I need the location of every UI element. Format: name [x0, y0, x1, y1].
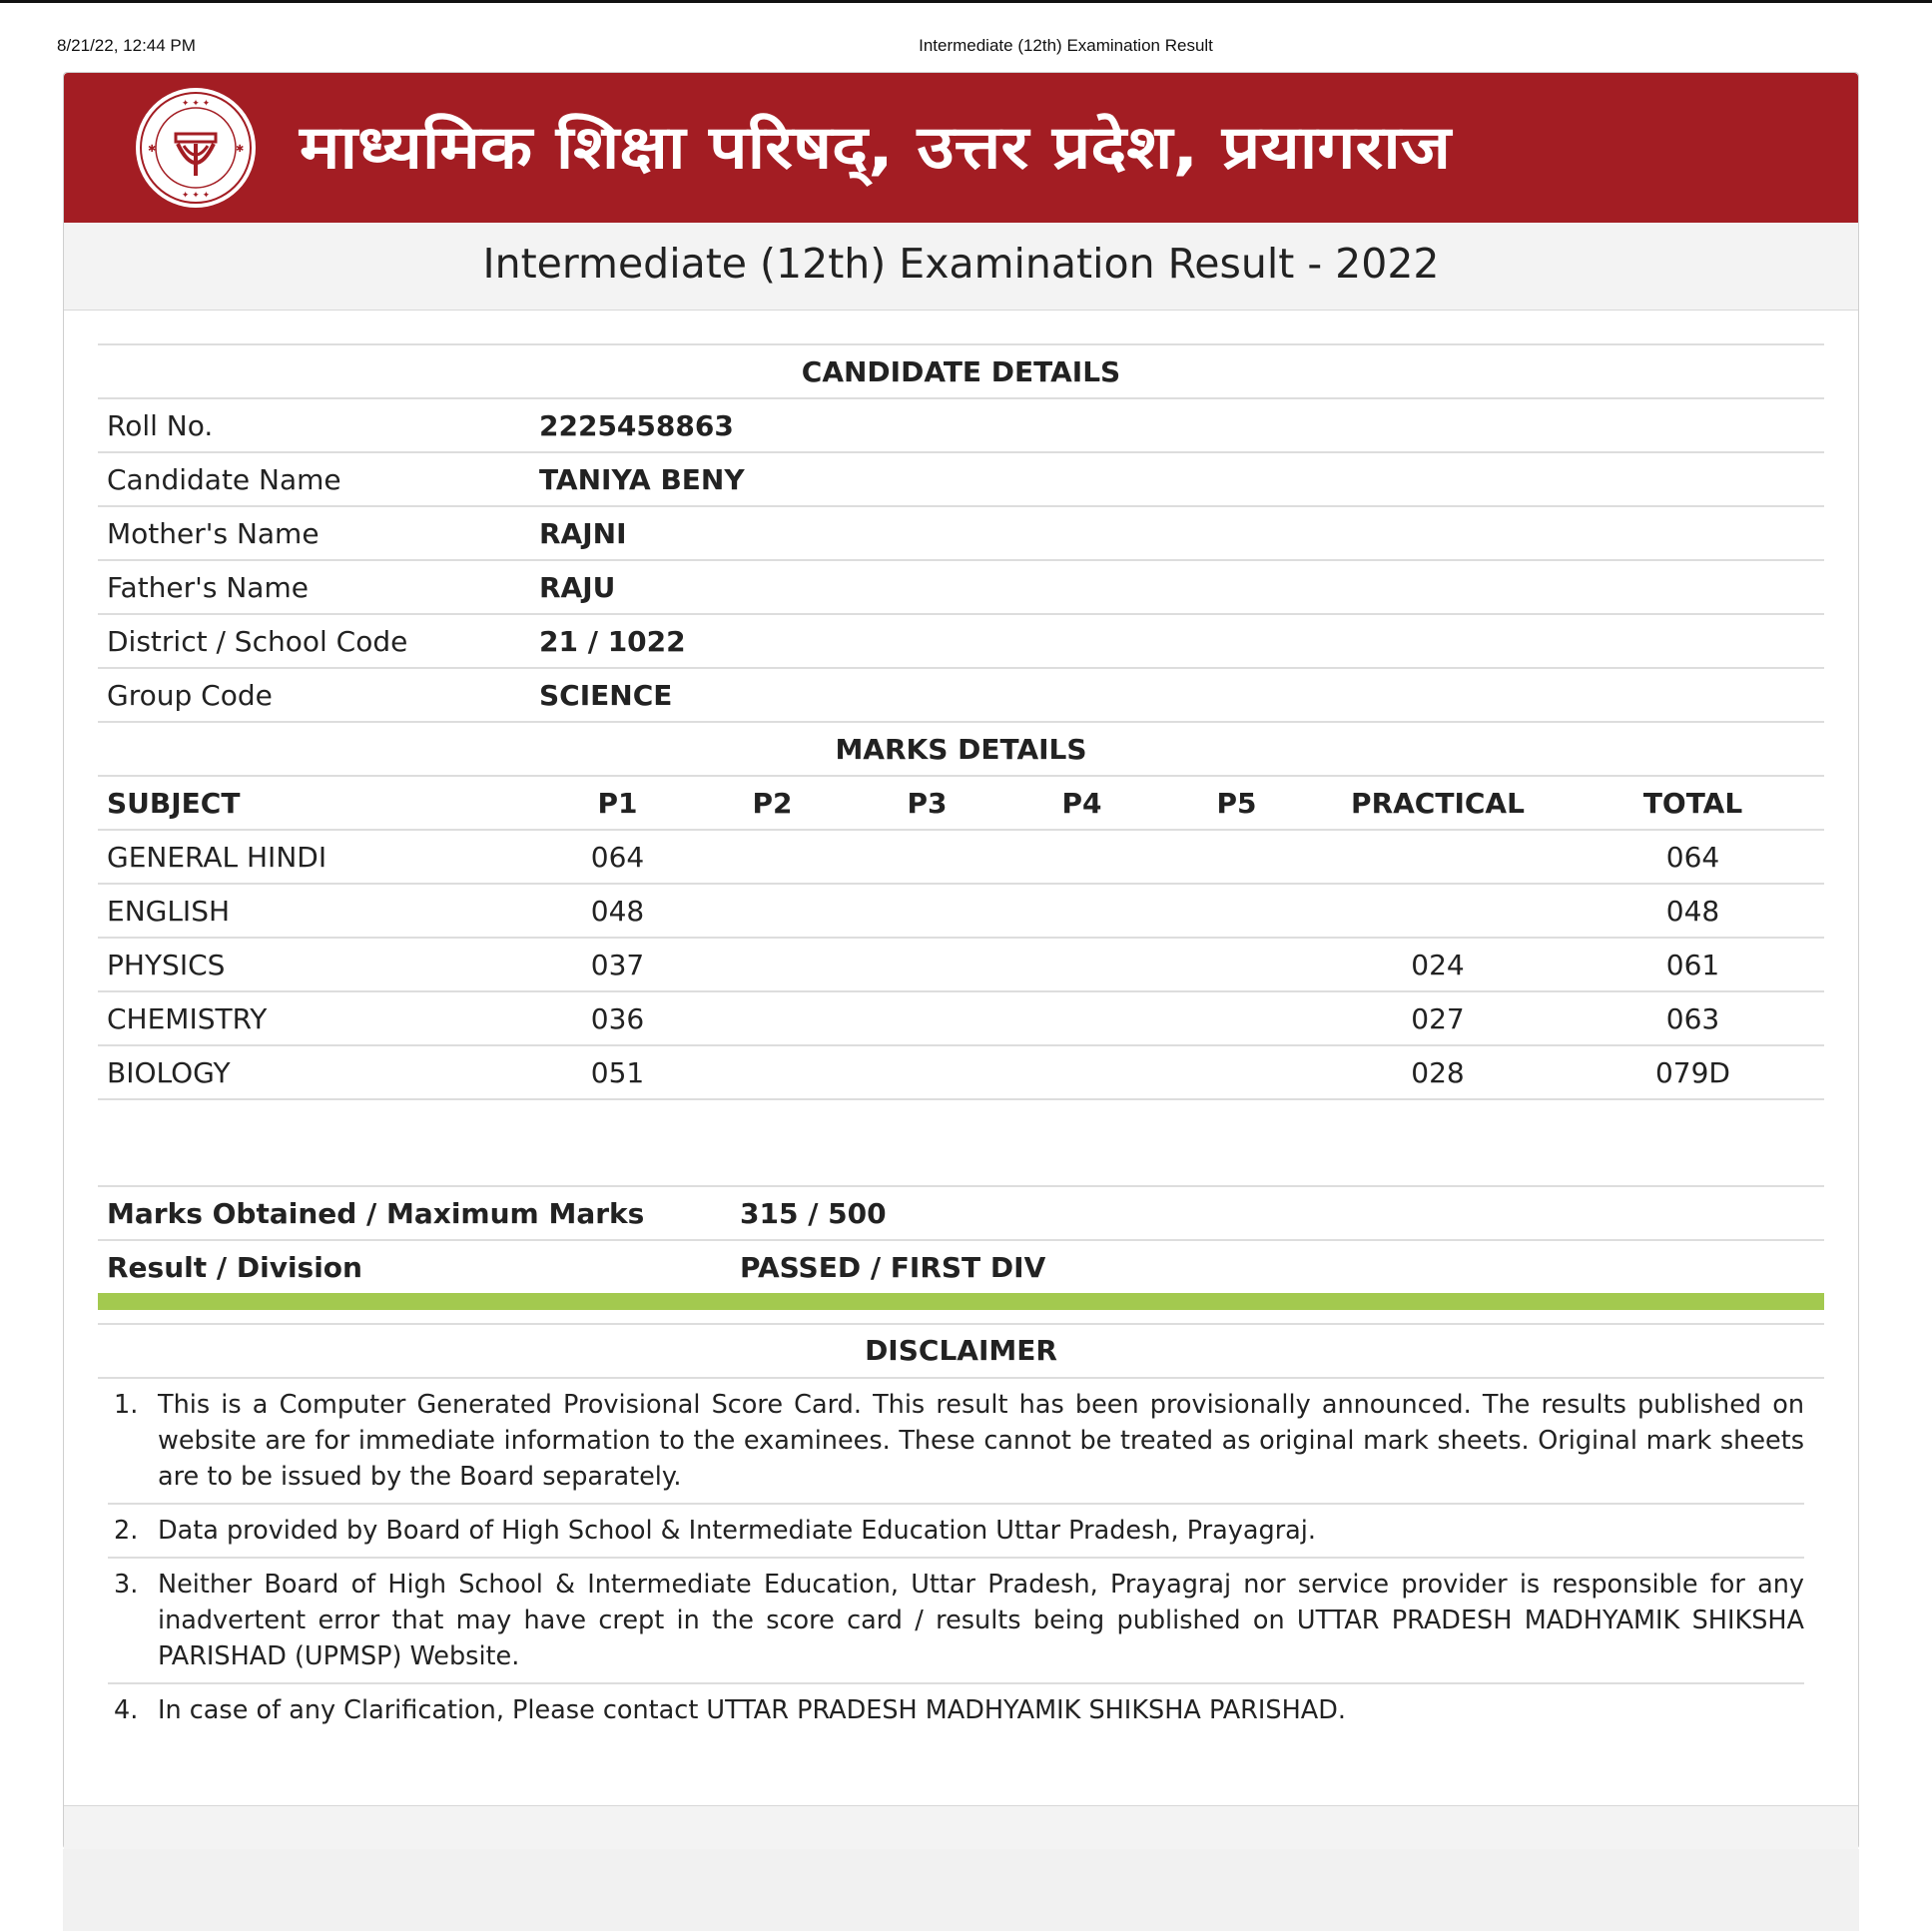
disclaimer-text: In case of any Clarification, Please contact UTTAR PRADESH MADHYAMIK SHIKSHA PARISHAD.: [158, 1695, 1346, 1725]
candidate-value: 21 / 1022: [530, 614, 1824, 668]
table-row: [98, 991, 1824, 1045]
list-item: [108, 1559, 1804, 1684]
print-page-title: Intermediate (12th) Examination Result: [919, 36, 1213, 55]
candidate-label: District / School Code: [98, 614, 530, 668]
result-card: [63, 72, 1859, 1849]
total-cell: 061: [1562, 938, 1824, 991]
practical-cell: 028: [1314, 1045, 1562, 1099]
list-number: 3.: [114, 1570, 139, 1600]
p4-cell: [1004, 1045, 1159, 1099]
candidate-label: Candidate Name: [98, 452, 530, 506]
p3-cell: [850, 884, 1004, 938]
subject-cell: PHYSICS: [98, 938, 540, 991]
table-row: [98, 1045, 1824, 1099]
candidate-row: [98, 398, 1824, 452]
svg-text:✦ ✦ ✦: ✦ ✦ ✦: [181, 191, 211, 201]
practical-cell: [1314, 884, 1562, 938]
column-header: P4: [1004, 776, 1159, 830]
candidate-label: Roll No.: [98, 398, 530, 452]
p4-cell: [1004, 884, 1159, 938]
p1-cell: 037: [540, 938, 695, 991]
column-header: P1: [540, 776, 695, 830]
print-datetime: 8/21/22, 12:44 PM: [57, 36, 196, 55]
p1-cell: 048: [540, 884, 695, 938]
disclaimer-text: Data provided by Board of High School & Intermediate Education Uttar Pradesh, Prayagraj.: [158, 1516, 1317, 1546]
p5-cell: [1159, 938, 1314, 991]
board-name: माध्यमिक शिक्षा परिषद्, उत्तर प्रदेश, प्रयागराज: [300, 113, 1452, 183]
list-item: [108, 1684, 1804, 1736]
candidate-value: RAJU: [530, 560, 1824, 614]
result-division-row: [98, 1240, 1824, 1293]
candidate-row: [98, 614, 1824, 668]
marks-details-heading: MARKS DETAILS: [98, 722, 1824, 776]
candidate-label: Father's Name: [98, 560, 530, 614]
subject-cell: BIOLOGY: [98, 1045, 540, 1099]
disclaimer-text: This is a Computer Generated Provisional Score Card. This result has been provisionally announced. The results published on website are for immediate information to the examinees. These cannot be treated as original mark sheets. Original mark sheets are to be issued by the Board separately.: [158, 1390, 1804, 1492]
column-header: P3: [850, 776, 1004, 830]
column-header: TOTAL: [1562, 776, 1824, 830]
list-number: 2.: [114, 1516, 139, 1546]
result-division-value: PASSED / FIRST DIV: [731, 1240, 1824, 1293]
candidate-label: Mother's Name: [98, 506, 530, 560]
table-spacer: [98, 1099, 1824, 1152]
candidate-row: [98, 452, 1824, 506]
subject-cell: GENERAL HINDI: [98, 830, 540, 884]
result-summary: [98, 1185, 1824, 1310]
list-item: [108, 1379, 1804, 1505]
list-number: 4.: [114, 1695, 139, 1725]
total-cell: 079D: [1562, 1045, 1824, 1099]
table-row: [98, 938, 1824, 991]
p4-cell: [1004, 938, 1159, 991]
p4-cell: [1004, 830, 1159, 884]
total-cell: 064: [1562, 830, 1824, 884]
list-number: 1.: [114, 1390, 139, 1420]
card-footer: [64, 1805, 1858, 1849]
total-cell: 048: [1562, 884, 1824, 938]
disclaimer-section: [98, 1323, 1824, 1736]
marks-obtained-label: Marks Obtained / Maximum Marks: [98, 1186, 731, 1240]
disclaimer-text: Neither Board of High School & Intermediate Education, Uttar Pradesh, Prayagraj nor service provider is responsible for any inadvertent error that may have crept in the score card / results being published on UTTAR PRADESH MADHYAMIK SHIKSHA PARISHAD (UPMSP) Website.: [158, 1570, 1804, 1671]
p2-cell: [695, 938, 850, 991]
result-status-bar: [98, 1293, 1824, 1310]
column-header: P5: [1159, 776, 1314, 830]
p3-cell: [850, 1045, 1004, 1099]
svg-text:✱: ✱: [148, 144, 157, 155]
disclaimer-list: [98, 1379, 1824, 1736]
table-row: [98, 830, 1824, 884]
candidate-value: RAJNI: [530, 506, 1824, 560]
p2-cell: [695, 991, 850, 1045]
practical-cell: 027: [1314, 991, 1562, 1045]
candidate-row: [98, 560, 1824, 614]
candidate-value: 2225458863: [530, 398, 1824, 452]
marks-details-table: [98, 721, 1824, 1152]
column-header: SUBJECT: [98, 776, 540, 830]
board-banner: [64, 73, 1858, 223]
marks-obtained-value: 315 / 500: [731, 1186, 1824, 1240]
candidate-details-heading: CANDIDATE DETAILS: [98, 344, 1824, 398]
svg-text:✱: ✱: [236, 144, 245, 155]
candidate-row: [98, 668, 1824, 721]
total-cell: 063: [1562, 991, 1824, 1045]
p3-cell: [850, 938, 1004, 991]
column-header: PRACTICAL: [1314, 776, 1562, 830]
candidate-details-table: [98, 343, 1824, 721]
p5-cell: [1159, 1045, 1314, 1099]
result-division-label: Result / Division: [98, 1240, 731, 1293]
subject-cell: ENGLISH: [98, 884, 540, 938]
list-item: [108, 1505, 1804, 1559]
marks-obtained-row: [98, 1186, 1824, 1240]
subject-cell: CHEMISTRY: [98, 991, 540, 1045]
candidate-value: TANIYA BENY: [530, 452, 1824, 506]
p4-cell: [1004, 991, 1159, 1045]
marks-header-row: [98, 776, 1824, 830]
top-border: [0, 0, 1932, 3]
candidate-value: SCIENCE: [530, 668, 1824, 721]
candidate-label: Group Code: [98, 668, 530, 721]
page-bottom-area: [63, 1849, 1859, 1931]
candidate-row: [98, 506, 1824, 560]
p2-cell: [695, 884, 850, 938]
exam-title-bar: [64, 223, 1858, 311]
p2-cell: [695, 830, 850, 884]
exam-title: Intermediate (12th) Examination Result - 2022: [482, 240, 1440, 288]
table-row: [98, 884, 1824, 938]
result-summary-table: [98, 1185, 1824, 1293]
p1-cell: 036: [540, 991, 695, 1045]
p5-cell: [1159, 991, 1314, 1045]
p5-cell: [1159, 830, 1314, 884]
upmsp-emblem-icon: [134, 86, 258, 210]
p1-cell: 064: [540, 830, 695, 884]
p3-cell: [850, 830, 1004, 884]
p2-cell: [695, 1045, 850, 1099]
p3-cell: [850, 991, 1004, 1045]
disclaimer-heading: DISCLAIMER: [98, 1323, 1824, 1379]
svg-text:✦ ✦ ✦: ✦ ✦ ✦: [181, 99, 211, 109]
print-header: [0, 36, 1932, 60]
p5-cell: [1159, 884, 1314, 938]
details-section: [98, 343, 1824, 1152]
practical-cell: 024: [1314, 938, 1562, 991]
p1-cell: 051: [540, 1045, 695, 1099]
practical-cell: [1314, 830, 1562, 884]
column-header: P2: [695, 776, 850, 830]
